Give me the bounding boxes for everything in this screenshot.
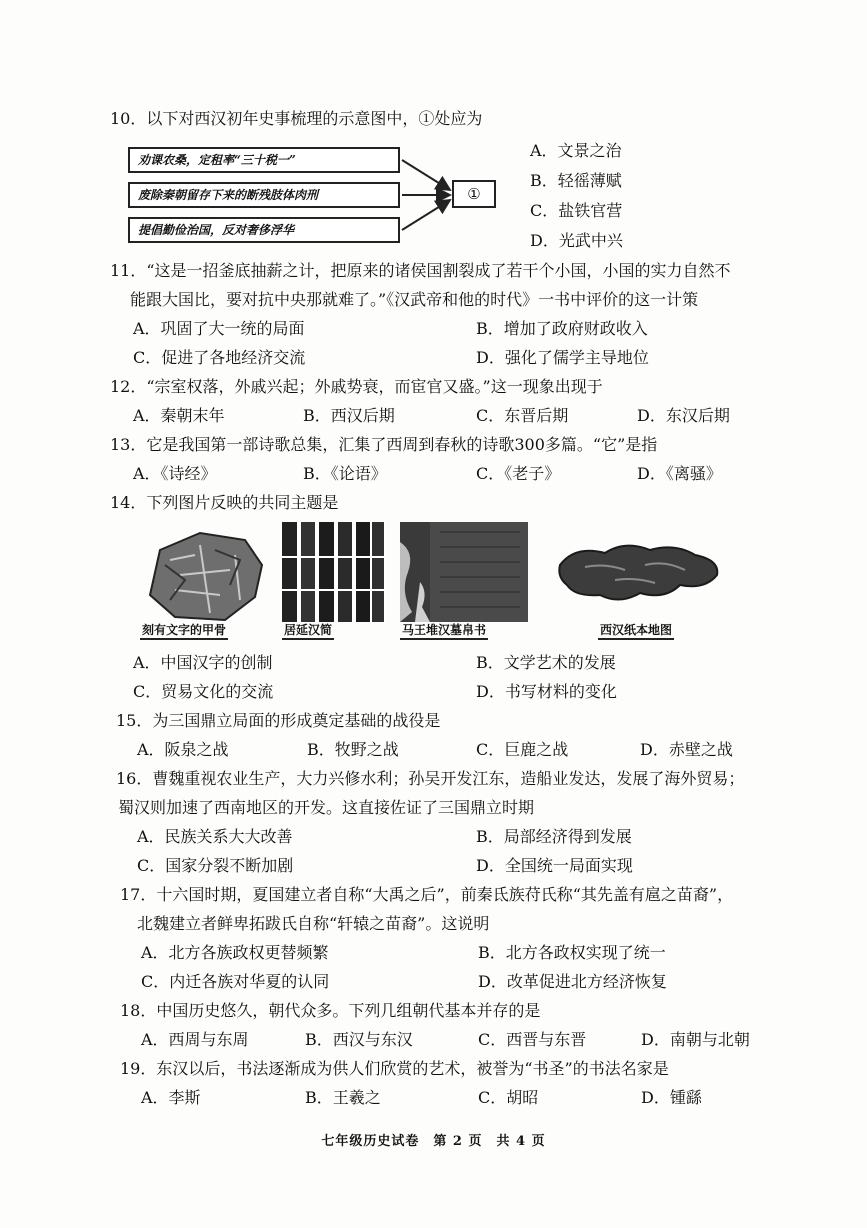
q12-option-c: C．东晋后期 bbox=[476, 406, 569, 425]
q14-caption-4: 西汉纸本地图 bbox=[598, 622, 674, 640]
q16-option-b: B．局部经济得到发展 bbox=[476, 827, 632, 846]
q10-arrows bbox=[400, 150, 456, 250]
q19-option-a: A．李斯 bbox=[141, 1088, 201, 1107]
q13-option-d: D．《离骚》 bbox=[637, 464, 722, 483]
q10-target-box: ① bbox=[452, 180, 496, 208]
oracle-bone-image bbox=[140, 525, 270, 625]
q10-stem: 10．以下对西汉初年史事梳理的示意图中，①处应为 bbox=[110, 109, 483, 128]
silk-manuscript-image bbox=[400, 522, 528, 622]
q17-option-a: A．北方各族政权更替频繁 bbox=[141, 943, 329, 962]
q14-option-c: C．贸易文化的交流 bbox=[133, 682, 274, 701]
q16-option-c: C．国家分裂不断加剧 bbox=[137, 856, 294, 875]
q19-option-b: B．王羲之 bbox=[305, 1088, 381, 1107]
q14-option-b: B．文学艺术的发展 bbox=[476, 653, 616, 672]
q14-option-d: D．书写材料的变化 bbox=[476, 682, 617, 701]
q14-caption-3: 马王堆汉墓帛书 bbox=[400, 622, 488, 640]
q11-option-b: B．增加了政府财政收入 bbox=[476, 319, 648, 338]
q15-stem: 15．为三国鼎立局面的形成奠定基础的战役是 bbox=[116, 711, 441, 730]
q14-stem: 14．下列图片反映的共同主题是 bbox=[110, 493, 339, 512]
q18-option-d: D．南朝与北朝 bbox=[641, 1030, 750, 1049]
q10-box-3: 提倡勤俭治国，反对奢侈浮华 bbox=[128, 217, 400, 243]
q10-box-1: 劝课农桑，定租率“三十税一” bbox=[128, 147, 400, 173]
q13-option-b: B．《论语》 bbox=[303, 464, 387, 483]
q14-caption-1: 刻有文字的甲骨 bbox=[140, 622, 228, 640]
q14-option-a: A．中国汉字的创制 bbox=[133, 653, 273, 672]
q10-option-b: B．轻徭薄赋 bbox=[530, 171, 622, 190]
q18-option-a: A．西周与东周 bbox=[141, 1030, 249, 1049]
q11-option-d: D．强化了儒学主导地位 bbox=[476, 348, 649, 367]
q12-option-b: B．西汉后期 bbox=[303, 406, 395, 425]
q17-option-d: D．改革促进北方经济恢复 bbox=[478, 972, 667, 991]
q10-option-a: A．文景之治 bbox=[530, 141, 622, 160]
bamboo-slips-image bbox=[280, 522, 386, 622]
q19-stem: 19．东汉以后，书法逐渐成为供人们欣赏的艺术，被誉为“书圣”的书法名家是 bbox=[120, 1059, 669, 1078]
q12-option-d: D．东汉后期 bbox=[637, 406, 730, 425]
q15-option-c: C．巨鹿之战 bbox=[476, 740, 569, 759]
q15-option-a: A．阪泉之战 bbox=[137, 740, 229, 759]
q18-option-b: B．西汉与东汉 bbox=[305, 1030, 413, 1049]
q17-line-1: 17．十六国时期，夏国建立者自称“大禹之后”，前秦氐族苻氏称“其先盖有扈之苗裔”， bbox=[120, 885, 734, 904]
arrow-3 bbox=[402, 200, 450, 230]
q16-option-d: D．全国统一局面实现 bbox=[476, 856, 633, 875]
q13-option-c: C．《老子》 bbox=[476, 464, 561, 483]
q10-option-c: C．盐铁官营 bbox=[530, 201, 623, 220]
q13-option-a: A．《诗经》 bbox=[133, 464, 217, 483]
q19-option-d: D．锺繇 bbox=[641, 1088, 702, 1107]
q16-line-2: 蜀汉则加速了西南地区的开发。这直接佐证了三国鼎立时期 bbox=[118, 798, 535, 817]
q18-option-c: C．西晋与东晋 bbox=[478, 1030, 587, 1049]
q16-option-a: A．民族关系大大改善 bbox=[137, 827, 293, 846]
q14-caption-2: 居延汉简 bbox=[282, 622, 334, 640]
page-footer: 七年级历史试卷 第 2 页 共 4 页 bbox=[321, 1134, 546, 1149]
q12-option-a: A．秦朝末年 bbox=[133, 406, 225, 425]
q11-line-1: 11．“这是一招釜底抽薪之计，把原来的诸侯国割裂成了若干个小国，小国的实力自然不 bbox=[110, 261, 731, 280]
q15-option-d: D．赤壁之战 bbox=[640, 740, 733, 759]
q17-line-2: 北魏建立者鲜卑拓跋氏自称“轩辕之苗裔”。这说明 bbox=[137, 914, 490, 933]
q16-line-1: 16．曹魏重视农业生产，大力兴修水利；孙吴开发江东，造船业发达，发展了海外贸易； bbox=[116, 769, 745, 788]
paper-map-image bbox=[555, 535, 725, 615]
q10-option-d: D．光武中兴 bbox=[530, 231, 623, 250]
q17-option-c: C．内迁各族对华夏的认同 bbox=[141, 972, 330, 991]
q18-stem: 18．中国历史悠久，朝代众多。下列几组朝代基本并存的是 bbox=[120, 1001, 541, 1020]
arrow-1 bbox=[402, 160, 450, 190]
q13-stem: 13．它是我国第一部诗歌总集，汇集了西周到春秋的诗歌300多篇。“它”是指 bbox=[110, 435, 658, 454]
q15-option-b: B．牧野之战 bbox=[307, 740, 399, 759]
q17-option-b: B．北方各政权实现了统一 bbox=[478, 943, 666, 962]
q10-box-2: 废除秦朝留存下来的断残肢体肉刑 bbox=[128, 182, 400, 208]
q11-option-c: C．促进了各地经济交流 bbox=[133, 348, 306, 367]
q11-option-a: A．巩固了大一统的局面 bbox=[133, 319, 305, 338]
q19-option-c: C．胡昭 bbox=[478, 1088, 539, 1107]
q11-line-2: 能跟大国比，要对抗中央那就难了。”《汉武帝和他的时代》一书中评价的这一计策 bbox=[130, 290, 699, 309]
q12-stem: 12．“宗室权落，外戚兴起；外戚势衰，而宦官又盛。”这一现象出现于 bbox=[110, 377, 603, 396]
